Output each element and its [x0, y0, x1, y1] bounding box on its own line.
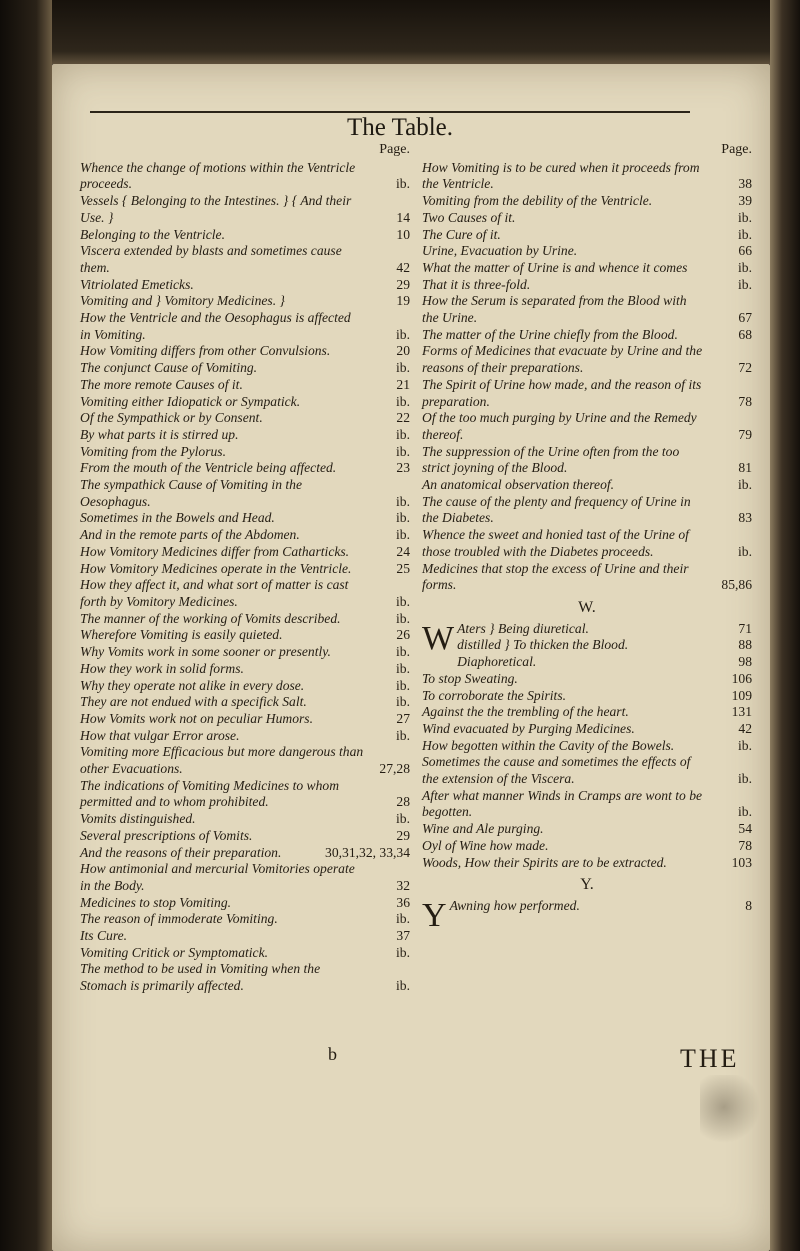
entry-text: Two Causes of it.: [422, 209, 516, 225]
entry-text: Vomiting more Efficacious but more dangerous than other Evacuations.: [80, 744, 364, 777]
index-entry: [80, 394, 410, 411]
entry-text: How the Serum is separated from the Blood with the Urine.: [422, 293, 687, 326]
entry-page-number: 109: [731, 687, 752, 703]
index-entry: [422, 788, 752, 821]
entry-page-number: 106: [731, 670, 752, 686]
index-entry: [80, 744, 410, 777]
entry-text: The cause of the plenty and frequency of Urine in the Diabetes.: [422, 493, 691, 526]
index-entry: [80, 644, 410, 661]
index-entry: [422, 838, 752, 855]
entry-text: Sometimes the cause and sometimes the effects of the extension of the Viscera.: [422, 754, 691, 787]
entry-text: The sympathick Cause of Vomiting in the Oesophagus.: [80, 477, 303, 509]
entry-text: Whence the sweet and honied tast of the Urine of those troubled with the Diabetes proceeds.: [422, 527, 689, 559]
entry-text: Why they operate not alike in every dose.: [80, 677, 305, 693]
entry-text: Sometimes in the Bowels and Head.: [80, 510, 275, 526]
index-entry: [422, 671, 752, 688]
index-entry: [80, 911, 410, 928]
entry-page-number: 79: [738, 426, 752, 442]
entry-page-number: 19: [396, 293, 410, 309]
index-entry: [80, 444, 410, 461]
entry-text: Wine and Ale purging.: [422, 821, 544, 837]
index-entry: [422, 377, 752, 410]
entry-text: Viscera extended by blasts and sometimes cause them.: [80, 243, 342, 275]
entry-text: Belonging to the Ventricle.: [80, 226, 225, 242]
entry-page-number: ib.: [738, 737, 752, 753]
left-column: [80, 142, 410, 995]
index-entry: [422, 210, 752, 227]
section-heading-y: Y.: [580, 876, 594, 894]
index-entry: [80, 360, 410, 377]
index-entry: [80, 845, 410, 862]
entry-page-number: ib.: [396, 360, 410, 376]
index-entry: [80, 544, 410, 561]
entry-text: Several prescriptions of Vomits.: [80, 827, 253, 843]
entry-page-number: 8: [745, 897, 752, 913]
entry-text: How Vomitory Medicines differ from Catharticks.: [80, 543, 350, 559]
right-column: [422, 142, 752, 933]
entry-page-number: 37: [396, 928, 410, 944]
entry-text: Awning how performed.: [449, 897, 580, 913]
index-entry: [422, 193, 752, 210]
entry-page-number: ib.: [738, 477, 752, 493]
entry-text: How Vomits work not on peculiar Humors.: [80, 710, 313, 726]
entry-page-number: 14: [396, 209, 410, 225]
index-entry: [80, 410, 410, 427]
entry-page-number: ib.: [396, 660, 410, 676]
entry-page-number: ib.: [396, 694, 410, 710]
entry-text: Diaphoretical.: [457, 654, 537, 670]
entry-text: Wherefore Vomiting is easily quieted.: [80, 627, 283, 643]
entry-page-number: ib.: [396, 493, 410, 509]
entry-page-number: 68: [738, 326, 752, 342]
entry-text: The Cure of it.: [422, 226, 501, 242]
entry-page-number: 88: [738, 637, 752, 653]
index-entry: [80, 678, 410, 695]
entry-text: Whence the change of motions within the Ventricle proceeds.: [80, 159, 356, 192]
entry-page-number: 78: [738, 837, 752, 853]
signature-mark: b: [328, 1044, 337, 1064]
entry-page-number: ib.: [396, 978, 410, 994]
entry-text: How the Ventricle and the Oesophagus is affected in Vomiting.: [80, 310, 351, 342]
index-entry: [80, 460, 410, 477]
index-entry: [422, 738, 752, 755]
entry-page-number: ib.: [738, 226, 752, 242]
entry-text: By what parts it is stirred up.: [80, 426, 239, 442]
index-entry: [422, 260, 752, 277]
entry-text: Oyl of Wine how made.: [422, 837, 549, 853]
entry-text: Against the the trembling of the heart.: [422, 704, 629, 720]
catchword: THE: [680, 1044, 740, 1073]
entry-text: Why Vomits work in some sooner or presently.: [80, 644, 331, 660]
entry-text: The matter of the Urine chiefly from the Blood.: [422, 326, 678, 342]
index-entry: [80, 310, 410, 343]
entry-page-number: 85,86: [721, 577, 752, 593]
page-label: Page.: [721, 142, 752, 157]
index-entry: [80, 477, 410, 510]
entry-page-number: ib.: [396, 677, 410, 693]
entry-text: Medicines to stop Vomiting.: [80, 894, 232, 910]
index-entry: [80, 661, 410, 678]
entry-text: Vomits distinguished.: [80, 811, 196, 827]
entry-text: To corroborate the Spirits.: [422, 687, 567, 703]
entry-page-number: ib.: [396, 393, 410, 409]
index-entry: [422, 343, 752, 376]
index-entry: [422, 704, 752, 721]
index-entry: [80, 928, 410, 945]
index-entry: [80, 728, 410, 745]
index-entry: [80, 561, 410, 578]
entry-page-number: 29: [396, 827, 410, 843]
entry-text: The conjunct Cause of Vomiting.: [80, 360, 258, 376]
page-label: Page.: [379, 142, 410, 157]
page-stain: [700, 1075, 760, 1155]
index-entry: [422, 898, 752, 915]
entry-page-number: ib.: [396, 811, 410, 827]
index-entry: [80, 627, 410, 644]
entry-page-number: 27,28: [379, 761, 410, 777]
entry-page-number: 67: [738, 310, 752, 326]
entry-text: How that vulgar Error arose.: [80, 727, 240, 743]
index-entry: [422, 527, 752, 560]
index-entry: [422, 410, 752, 443]
entry-page-number: 28: [396, 794, 410, 810]
entry-text: The more remote Causes of it.: [80, 376, 243, 392]
entry-page-number: ib.: [396, 426, 410, 442]
entry-text: Forms of Medicines that evacuate by Urine and the reasons of their preparations.: [422, 343, 703, 376]
entry-text: To stop Sweating.: [422, 670, 518, 686]
section-heading-w: W.: [578, 598, 596, 616]
entry-text: Vomiting and } Vomitory Medicines. }: [80, 293, 285, 309]
index-entry: [422, 243, 752, 260]
entry-page-number: 21: [396, 376, 410, 392]
entry-text: The suppression of the Urine often from the too strict joyning of the Blood.: [422, 443, 680, 476]
entry-page-number: ib.: [738, 771, 752, 787]
entry-page-number: ib.: [396, 911, 410, 927]
entry-page-number: 26: [396, 627, 410, 643]
entry-page-number: ib.: [396, 527, 410, 543]
entry-page-number: ib.: [738, 209, 752, 225]
entry-page-number: ib.: [396, 443, 410, 459]
index-entry: [80, 577, 410, 610]
index-entry: [422, 227, 752, 244]
index-entry: [80, 711, 410, 728]
entry-text: distilled } To thicken the Blood.: [457, 637, 629, 653]
entry-text: Of the too much purging by Urine and the Remedy thereof.: [422, 410, 697, 442]
entry-page-number: ib.: [738, 804, 752, 820]
index-entry: [80, 828, 410, 845]
index-entry: [80, 861, 410, 894]
index-entry: [422, 855, 752, 872]
entry-page-number: ib.: [738, 259, 752, 275]
entry-page-number: 42: [738, 720, 752, 736]
entry-text: Woods, How their Spirits are to be extracted.: [422, 854, 667, 870]
entry-page-number: 23: [396, 460, 410, 476]
index-entry: [422, 494, 752, 527]
entry-text: What the matter of Urine is and whence it comes: [422, 259, 688, 275]
entry-page-number: 81: [738, 460, 752, 476]
index-entry: [422, 293, 752, 326]
index-entry: [80, 961, 410, 994]
entry-page-number: ib.: [738, 543, 752, 559]
entry-page-number: 22: [396, 410, 410, 426]
entry-page-number: 66: [738, 243, 752, 259]
index-entry: [80, 694, 410, 711]
index-entry: [422, 444, 752, 477]
index-entry: [422, 477, 752, 494]
entry-text: How they work in solid forms.: [80, 660, 244, 676]
entry-text: Its Cure.: [80, 928, 128, 944]
entry-page-number: 39: [738, 193, 752, 209]
entry-page-number: ib.: [396, 644, 410, 660]
index-entry: [80, 427, 410, 444]
index-entry: [80, 293, 410, 310]
drop-cap-w: W: [422, 619, 455, 657]
index-entry: [80, 227, 410, 244]
entry-page-number: 20: [396, 343, 410, 359]
entry-text: The method to be used in Vomiting when the Stomach is primarily affected.: [80, 961, 321, 994]
entry-text: And the reasons of their preparation.: [80, 844, 282, 860]
entry-text: Urine, Evacuation by Urine.: [422, 243, 578, 259]
entry-text: The Spirit of Urine how made, and the reason of its preparation.: [422, 376, 702, 409]
index-entry: [80, 160, 410, 193]
entry-page-number: 24: [396, 543, 410, 559]
entry-text: Vitriolated Emeticks.: [80, 276, 194, 292]
entry-text: The reason of immoderate Vomiting.: [80, 911, 278, 927]
entry-page-number: ib.: [396, 593, 410, 609]
entry-text: How Vomitory Medicines operate in the Ventricle.: [80, 560, 352, 576]
entry-page-number: 131: [731, 704, 752, 720]
entry-text: After what manner Winds in Cramps are wont to be begotten.: [422, 787, 703, 820]
index-entry: [80, 611, 410, 628]
entry-text: They are not endued with a specifick Salt.: [80, 694, 307, 710]
entry-text: And in the remote parts of the Abdomen.: [80, 527, 300, 543]
index-entry: [422, 721, 752, 738]
entry-text: From the mouth of the Ventricle being affected.: [80, 460, 337, 476]
w-entries: [422, 621, 752, 872]
entry-text: How Vomiting is to be cured when it proceeds from the Ventricle.: [422, 159, 700, 192]
entry-text: Vomiting either Idiopatick or Sympatick.: [80, 393, 301, 409]
entry-page-number: 38: [738, 176, 752, 192]
entry-text: How Vomiting differs from other Convulsions.: [80, 343, 331, 359]
index-entry: [80, 527, 410, 544]
entry-page-number: 32: [396, 877, 410, 893]
entry-page-number: 78: [738, 393, 752, 409]
entry-page-number: 54: [738, 821, 752, 837]
entry-page-number: 25: [396, 560, 410, 576]
entry-text: Vomiting from the debility of the Ventricle.: [422, 193, 653, 209]
index-entry: [80, 778, 410, 811]
scan-border-right: [770, 0, 800, 1251]
index-entry: [80, 343, 410, 360]
scan-border-left: [0, 0, 52, 1251]
urine-entries: [422, 160, 752, 594]
index-entry: [80, 895, 410, 912]
y-entries: [422, 896, 752, 934]
entry-page-number: 71: [738, 620, 752, 636]
entry-page-number: ib.: [738, 276, 752, 292]
index-entry: [80, 243, 410, 276]
entry-page-number: ib.: [396, 944, 410, 960]
index-entry: [422, 637, 752, 654]
entry-text: Of the Sympathick or by Consent.: [80, 410, 263, 426]
index-entry: [80, 277, 410, 294]
entry-page-number: 30,31,32, 33,34: [325, 844, 410, 860]
index-entry: [422, 821, 752, 838]
index-entry: [80, 510, 410, 527]
index-entry: [80, 945, 410, 962]
entry-page-number: 36: [396, 894, 410, 910]
index-entry: [80, 377, 410, 394]
drop-cap-y: Y: [422, 896, 447, 934]
entry-page-number: 98: [738, 654, 752, 670]
entry-text: How they affect it, and what sort of matter is cast forth by Vomitory Medicines.: [80, 577, 349, 609]
entry-text: Vessels { Belonging to the Intestines. } { And their Use. }: [80, 193, 352, 225]
index-entry: [422, 160, 752, 193]
entry-page-number: 83: [738, 510, 752, 526]
index-entry: [422, 754, 752, 787]
entry-text: Aters } Being diuretical.: [457, 620, 589, 636]
entry-page-number: ib.: [396, 727, 410, 743]
index-entry: [422, 688, 752, 705]
entry-text: Medicines that stop the excess of Urine and their forms.: [422, 560, 689, 593]
entry-text: The indications of Vomiting Medicines to whom permitted and to whom prohibited.: [80, 777, 340, 810]
entry-page-number: 27: [396, 710, 410, 726]
index-entry: [422, 327, 752, 344]
entry-page-number: ib.: [396, 326, 410, 342]
index-entry: [422, 654, 752, 671]
index-entry: [422, 277, 752, 294]
entry-text: How begotten within the Cavity of the Bowels.: [422, 737, 675, 753]
index-entry: [80, 193, 410, 226]
entry-page-number: 29: [396, 276, 410, 292]
index-entry: [80, 811, 410, 828]
entry-page-number: ib.: [396, 610, 410, 626]
entry-page-number: 72: [738, 360, 752, 376]
scan-border-top: [52, 0, 770, 64]
entry-page-number: 42: [396, 259, 410, 275]
index-entry: [422, 621, 752, 638]
entry-text: That it is three-fold.: [422, 276, 531, 292]
entry-text: Vomiting from the Pylorus.: [80, 443, 226, 459]
entry-text: Vomiting Critick or Symptomatick.: [80, 944, 269, 960]
index-entry: [422, 561, 752, 594]
entry-page-number: ib.: [396, 176, 410, 192]
entry-text: Wind evacuated by Purging Medicines.: [422, 720, 635, 736]
entry-text: How antimonial and mercurial Vomitories operate in the Body.: [80, 861, 355, 893]
entry-page-number: 103: [731, 854, 752, 870]
page-title: The Table.: [346, 114, 454, 141]
header-rule: [90, 111, 690, 113]
entry-page-number: 10: [396, 226, 410, 242]
entry-page-number: ib.: [396, 510, 410, 526]
entry-text: An anatomical observation thereof.: [422, 477, 615, 493]
entry-text: The manner of the working of Vomits described.: [80, 610, 341, 626]
